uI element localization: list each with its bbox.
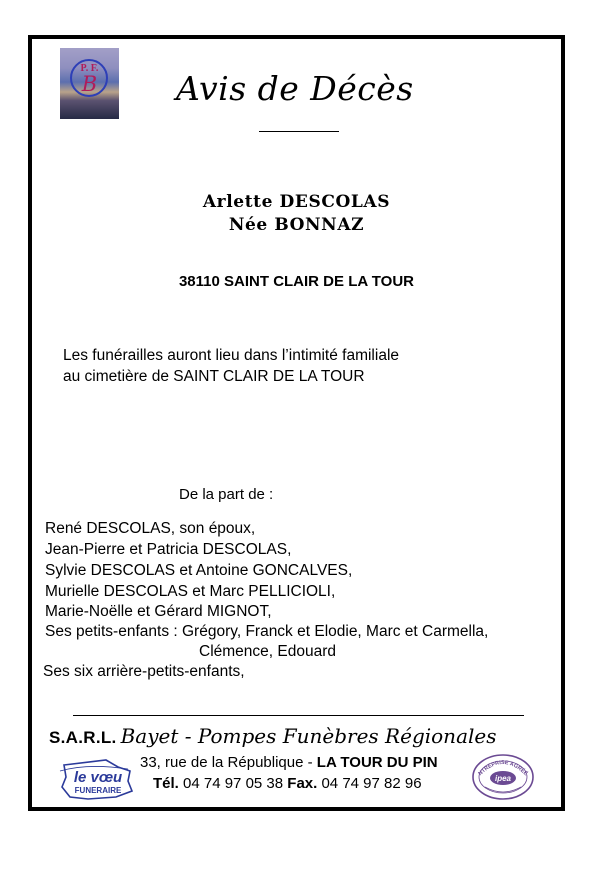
title-divider [259,131,339,132]
tel-number: 04 74 97 05 38 [178,775,288,792]
fax-label: Fax. [287,775,318,792]
tel-label: Tél. [153,775,179,792]
company-phones [153,775,422,792]
company-prefix: S.A.R.L. [49,728,117,747]
family-line: Ses six arrière-petits-enfants, [43,663,245,680]
deceased-maiden-name: Née BONNAZ [228,215,365,235]
logo-letter: B [81,72,98,96]
from-label: De la part de : [179,486,274,503]
notice-border [28,35,565,811]
family-line: Murielle DESCOLAS et Marc PELLICIOLI, [45,583,336,600]
funeral-line-2: au cimetière de SAINT CLAIR DE LA TOUR [63,368,365,385]
seal-caption: NTREPRISE AGRÉÉ [477,759,529,778]
company-name [49,724,497,748]
company-address [140,754,438,771]
family-line: Sylvie DESCOLAS et Antoine GONCALVES, [45,562,353,579]
logo-initials: P. F. [80,63,99,74]
family-line: Marie-Noëlle et Gérard MIGNOT, [45,603,272,620]
voeu-text: le vœu [73,769,123,786]
deceased-name: Arlette DESCOLAS [202,192,391,212]
footer-divider [73,715,524,716]
deceased-city: 38110 SAINT CLAIR DE LA TOUR [178,273,415,290]
address-city: LA TOUR DU PIN [316,754,438,771]
family-line: René DESCOLAS, son époux, [45,520,256,537]
family-line: Clémence, Edouard [199,643,336,660]
notice-title: Avis de Décès [176,69,414,108]
fax-number: 04 74 97 82 96 [317,775,422,792]
family-line: Jean-Pierre et Patricia DESCOLAS, [45,541,292,558]
address-street: 33, rue de la République - [140,754,317,771]
company-script-name: Bayet - Pompes Funèbres Régionales [120,724,497,748]
entreprise-agreee-seal [471,753,535,801]
seal-center-text: ipea [494,774,512,783]
funeraire-text: FUNERAIRE [74,786,122,795]
family-line: Ses petits-enfants : Grégory, Franck et Elodie, Marc et Carmella, [45,623,489,640]
voeu-funeraire-logo [58,757,136,801]
funeral-line-1: Les funérailles auront lieu dans l’intimité familiale [63,347,400,364]
pf-logo [60,48,119,119]
